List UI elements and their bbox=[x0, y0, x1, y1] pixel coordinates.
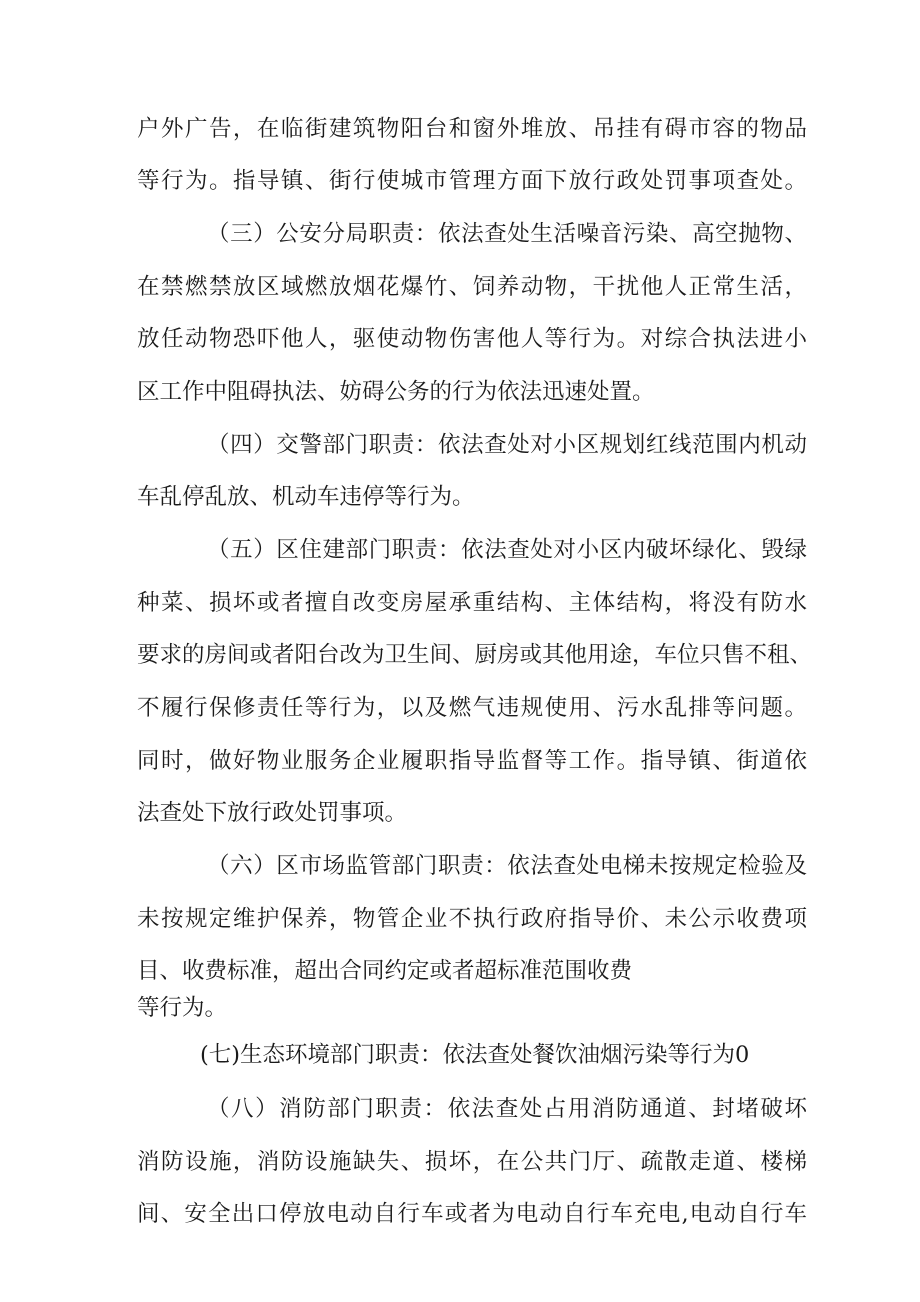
paragraph-line: （八）消防部门职责：依法查处占用消防通道、封堵破坏 bbox=[207, 1096, 807, 1122]
paragraph-line: 目、收费标准，超出合同约定或者超标准范围收费 bbox=[137, 958, 633, 984]
paragraph-line: 要求的房间或者阳台改为卫生间、厨房或其他用途，车位只售不租、 bbox=[137, 642, 813, 668]
paragraph-line: (七)生态环境部门职责：依法查处餐饮油烟污染等行为0 bbox=[200, 1042, 750, 1068]
paragraph-line: 同时，做好物业服务企业履职指导监督等工作。指导镇、街道依 bbox=[137, 748, 807, 774]
paragraph-line: 在禁燃禁放区域燃放烟花爆竹、饲养动物，干扰他人正常生活， bbox=[137, 274, 807, 300]
paragraph-line: 消防设施，消防设施缺失、损坏，在公共门厅、疏散走道、楼梯 bbox=[137, 1149, 807, 1175]
paragraph-line: 车乱停乱放、机动车违停等行为。 bbox=[137, 484, 475, 510]
paragraph-line: 间、安全出口停放电动自行车或者为电动自行车充电,电动自行车 bbox=[137, 1201, 807, 1227]
paragraph-line: 等行为。指导镇、街行使城市管理方面下放行政处罚事项查处。 bbox=[137, 168, 807, 194]
paragraph-line: （三）公安分局职责：依法查处生活噪音污染、高空抛物、 bbox=[207, 221, 807, 247]
paragraph-line: （四）交警部门职责：依法查处对小区规划红线范围内机动 bbox=[207, 432, 807, 458]
paragraph-line: （六）区市场监管部门职责：依法查处电梯未按规定检验及 bbox=[207, 853, 807, 879]
paragraph-line: 户外广告，在临街建筑物阳台和窗外堆放、吊挂有碍市容的物品 bbox=[137, 116, 807, 142]
paragraph-line: 不履行保修责任等行为，以及燃气违规使用、污水乱排等问题。 bbox=[137, 695, 807, 721]
paragraph-line: 放任动物恐吓他人，驱使动物伤害他人等行为。对综合执法进小 bbox=[137, 326, 807, 352]
paragraph-line: 区工作中阻碍执法、妨碍公务的行为依法迅速处置。 bbox=[137, 379, 655, 405]
paragraph-line: （五）区住建部门职责：依法查处对小区内破坏绿化、毁绿 bbox=[207, 537, 807, 563]
paragraph-line: 未按规定维护保养，物管企业不执行政府指导价、未公示收费项 bbox=[137, 906, 807, 932]
paragraph-line: 种菜、损坏或者擅自改变房屋承重结构、主体结构，将没有防水 bbox=[137, 590, 807, 616]
paragraph-line: 等行为。 bbox=[137, 995, 228, 1021]
paragraph-line: 法查处下放行政处罚事项。 bbox=[137, 800, 408, 826]
